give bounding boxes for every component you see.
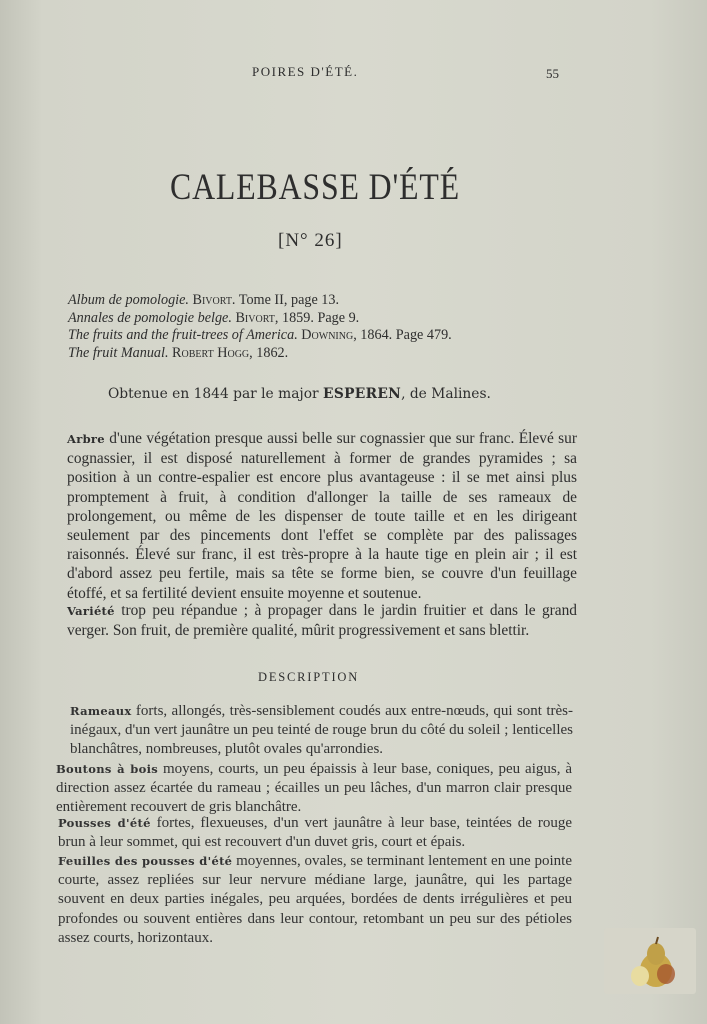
origin-line — [108, 386, 491, 402]
description-text: moyens, courts, un peu épaissis à leur base, coniques, peu aigus, à direction assez écartée du rameau ; écailles un peu lâches, d'un marron clair presque entièrement recouvert de gris blanchâtre. — [56, 761, 572, 816]
reference-author: Bivort, — [235, 309, 279, 326]
reference-line — [68, 345, 588, 363]
paragraph-variete — [67, 601, 577, 640]
description-item — [58, 814, 572, 852]
variety-number: [N° 26] — [278, 230, 343, 251]
references — [68, 292, 588, 362]
description-item — [56, 760, 572, 818]
paragraph-text: d'une végétation presque aussi belle sur cognassier que sur franc. Élevé sur cognassier, il est disposé naturellement à former de grandes pyramides ; sa position à un contre-espalier est encore plus avantageuse : il se met ainsi plus promptement à fruit, à condition d'allonger la taille de ses rameaux de prolongement, ou même de les dispenser de toute taille et en les dirigeant seulement par des pincements dont l'effet se complète par des palissages raisonnés. Élevé sur franc, il est très-propre à la haute tige en plein air ; il est d'abord assez peu fertile, mais sa tête se forme bien, se couvre d'un feuillage étoffé, et sa fertilité devient ensuite moyenne et soutenue. — [67, 430, 577, 602]
reference-line — [68, 292, 588, 310]
reference-line — [68, 327, 588, 345]
origin-suffix: , de Malines. — [401, 386, 491, 402]
description-lead: Rameaux — [70, 704, 132, 718]
reference-author: Bivort. — [192, 292, 236, 308]
description-text: moyennes, ovales, se terminant lentement en une pointe courte, assez repliées sur leur nervure médiane large, jaunâtre, qui les partage souvent en deux parties inégales, peu arquées, bordées de dents irrégulières et peu profondes ou souvent entières dans leur contour, retombant un peu sur des pétioles assez courts, horizontaux. — [58, 853, 572, 946]
paragraph-arbre — [67, 429, 577, 603]
reference-detail: 1859. Page 9. — [281, 309, 360, 326]
reference-line — [68, 310, 588, 328]
paragraph-lead: Arbre — [67, 432, 105, 446]
description-item — [58, 852, 572, 948]
reference-author: Robert Hogg, — [172, 344, 253, 361]
description-lead: Feuilles des pousses d'été — [58, 854, 233, 868]
running-head — [0, 64, 707, 84]
reference-work: Annales de pomologie belge. — [68, 309, 232, 326]
page-title: CALEBASSE D'ÉTÉ — [169, 167, 460, 208]
description-text: fortes, flexueuses, d'un vert jaunâtre à leur base, teintées de rouge brun à leur sommet, qui est recouvert d'un duvet gris, court et épais. — [58, 815, 573, 851]
reference-detail: Tome II, page 13. — [238, 292, 340, 308]
reference-detail: 1862. — [256, 344, 289, 361]
reference-work: Album de pomologie. — [68, 292, 189, 308]
page-number: 55 — [546, 66, 559, 81]
paragraph-text: trop peu répandue ; à propager dans le jardin fruitier et dans le grand verger. Son fruit, de première qualité, mûrit progressivement et sans blettir. — [67, 602, 577, 640]
section-heading: DESCRIPTION — [258, 670, 360, 684]
pear-icon — [604, 928, 696, 994]
running-title: POIRES D'ÉTÉ. — [252, 64, 359, 79]
origin-name: ESPEREN — [323, 386, 402, 402]
reference-author: Downing, — [301, 327, 357, 343]
description-lead: Boutons à bois — [56, 762, 159, 776]
reference-work: The fruits and the fruit-trees of America. — [68, 327, 298, 343]
description-text: forts, allongés, très-sensiblement coudés aux entre-nœuds, qui sont très-inégaux, d'un vert jaunâtre un peu teinté de rouge brun du côté du soleil ; lenticelles blanchâtres, nombreuses, plutôt ovales qu'arrondies. — [70, 703, 574, 758]
reference-work: The fruit Manual. — [68, 344, 169, 361]
fruit-thumbnail-image — [604, 928, 696, 994]
description-item — [70, 702, 573, 760]
description-lead: Pousses d'été — [58, 816, 151, 830]
paragraph-lead: Variété — [67, 604, 115, 618]
reference-detail: 1864. Page 479. — [360, 327, 452, 343]
origin-prefix: Obtenue en 1844 par le major — [108, 386, 319, 402]
